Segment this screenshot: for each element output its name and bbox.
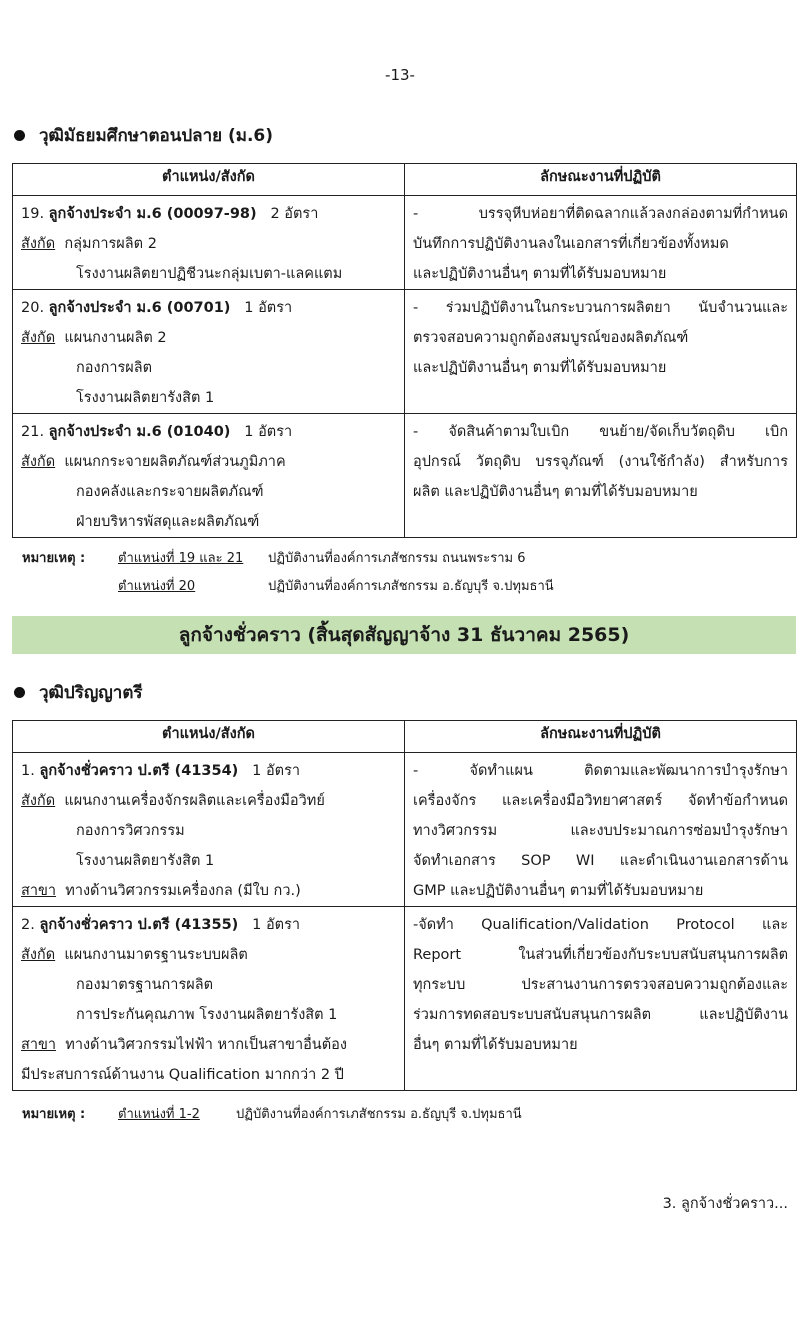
position-number: 2. bbox=[21, 917, 35, 933]
duty-line: อื่นๆ ตามที่ได้รับมอบหมาย bbox=[413, 1037, 578, 1053]
remark-ref: ตำแหน่งที่ 20 bbox=[118, 579, 196, 594]
duties-cell bbox=[405, 907, 797, 1091]
unit-label: สังกัด bbox=[21, 947, 56, 963]
table-header-row bbox=[13, 164, 797, 196]
section-heading-high-school bbox=[14, 122, 273, 149]
temporary-employee-banner: ลูกจ้างชั่วคราว (สิ้นสุดสัญญาจ้าง 31 ธันวาคม 2565) bbox=[12, 616, 796, 654]
position-count: 1 อัตรา bbox=[244, 300, 293, 316]
unit-line bbox=[21, 323, 398, 353]
unit-label: สังกัด bbox=[21, 330, 56, 346]
duty-line: - บรรจุหีบห่อยาที่ติดฉลากแล้วลงกล่องตามที่กำหนด bbox=[413, 206, 788, 222]
table-row bbox=[13, 290, 797, 414]
table-row bbox=[13, 196, 797, 290]
remark-ref: ตำแหน่งที่ 19 และ 21 bbox=[118, 551, 244, 566]
branch-line bbox=[21, 1030, 398, 1060]
unit-name: แผนกงานเครื่องจักรผลิตและเครื่องมือวิทย์ bbox=[64, 793, 325, 809]
position-number: 21. bbox=[21, 424, 45, 440]
duty-line: - จัดสินค้าตามใบเบิก ขนย้าย/จัดเก็บวัตถุดิบ เบิก bbox=[413, 424, 788, 440]
unit-line bbox=[21, 229, 398, 259]
duty-line: และปฏิบัติงานอื่นๆ ตามที่ได้รับมอบหมาย bbox=[413, 360, 667, 376]
position-title: ลูกจ้างชั่วคราว ป.ตรี (41355) bbox=[39, 917, 239, 933]
table-row bbox=[13, 753, 797, 907]
position-count: 1 อัตรา bbox=[244, 424, 293, 440]
position-title-line bbox=[21, 293, 398, 323]
remark-text: ปฏิบัติงานที่องค์การเภสัชกรรม ถนนพระราม 6 bbox=[268, 551, 526, 566]
remark-label: หมายเหตุ : bbox=[22, 1107, 86, 1122]
position-number: 20. bbox=[21, 300, 45, 316]
column-header-duties: ลักษณะงานที่ปฏิบัติ bbox=[405, 164, 797, 196]
position-title: ลูกจ้างประจำ ม.6 (00701) bbox=[48, 300, 231, 316]
position-cell bbox=[13, 907, 405, 1091]
branch-text: ทางด้านวิศวกรรมเครื่องกล (มีใบ กว.) bbox=[65, 883, 301, 899]
duty-line: ทุกระบบ ประสานงานการตรวจสอบความถูกต้องและ bbox=[413, 977, 788, 993]
duties-cell bbox=[405, 290, 797, 414]
branch-label: สาขา bbox=[21, 1037, 57, 1053]
table-row bbox=[13, 414, 797, 538]
duty-line: ร่วมการทดสอบระบบสนับสนุนการผลิต และปฏิบัติงาน bbox=[413, 1007, 788, 1023]
duty-line: - จัดทำแผน ติดตามและพัฒนาการบำรุงรักษา bbox=[413, 763, 788, 779]
duty-line: -จัดทำ Qualification/Validation Protocol และ bbox=[413, 917, 788, 933]
unit-name: แผนกงานผลิต 2 bbox=[64, 330, 167, 346]
position-count: 2 อัตรา bbox=[270, 206, 319, 222]
duty-line: Report ในส่วนที่เกี่ยวข้องกับระบบสนับสนุนการผลิต bbox=[413, 947, 788, 963]
section-heading-bachelor bbox=[14, 679, 143, 706]
duty-line: GMP และปฏิบัติงานอื่นๆ ตามที่ได้รับมอบหมาย bbox=[413, 883, 704, 899]
bullet-icon bbox=[14, 130, 25, 141]
position-title-line bbox=[21, 756, 398, 786]
position-cell bbox=[13, 196, 405, 290]
unit-line: กองการวิศวกรรม bbox=[76, 823, 185, 839]
duties-cell bbox=[405, 414, 797, 538]
unit-line bbox=[21, 447, 398, 477]
table-row bbox=[13, 907, 797, 1091]
remark-ref: ตำแหน่งที่ 1-2 bbox=[118, 1107, 200, 1122]
section-heading-text: วุฒิมัธยมศึกษาตอนปลาย (ม.6) bbox=[39, 126, 274, 146]
remark-row bbox=[22, 1101, 522, 1129]
duty-line: และปฏิบัติงานอื่นๆ ตามที่ได้รับมอบหมาย bbox=[413, 266, 667, 282]
unit-line: การประกันคุณภาพ โรงงานผลิตยารังสิต 1 bbox=[76, 1007, 338, 1023]
unit-line: โรงงานผลิตยารังสิต 1 bbox=[76, 853, 215, 869]
duty-line: อุปกรณ์ วัตถุดิบ บรรจุภัณฑ์ (งานใช้กำลัง) สำหรับการ bbox=[413, 454, 788, 470]
column-header-duties: ลักษณะงานที่ปฏิบัติ bbox=[405, 721, 797, 753]
unit-name: แผนกกระจายผลิตภัณฑ์ส่วนภูมิภาค bbox=[64, 454, 286, 470]
unit-label: สังกัด bbox=[21, 793, 56, 809]
branch-line: มีประสบการณ์ด้านงาน Qualification มากกว่า 2 ปี bbox=[21, 1067, 344, 1083]
unit-line: กองคลังและกระจายผลิตภัณฑ์ bbox=[76, 484, 264, 500]
position-count: 1 อัตรา bbox=[252, 917, 301, 933]
unit-line: กองการผลิต bbox=[76, 360, 153, 376]
table-header-row bbox=[13, 721, 797, 753]
position-title-line bbox=[21, 417, 398, 447]
branch-text: ทางด้านวิศวกรรมไฟฟ้า หากเป็นสาขาอื่นต้อง bbox=[65, 1037, 347, 1053]
branch-label: สาขา bbox=[21, 883, 57, 899]
duty-line: ทางวิศวกรรม และงบประมาณการซ่อมบำรุงรักษา bbox=[413, 823, 788, 839]
positions-table-high-school bbox=[12, 163, 797, 538]
duty-line: ผลิต และปฏิบัติงานอื่นๆ ตามที่ได้รับมอบหมาย bbox=[413, 484, 698, 500]
page-number: -13- bbox=[385, 66, 415, 84]
continued-next-page: 3. ลูกจ้างชั่วคราว... bbox=[662, 1196, 788, 1212]
unit-name: แผนกงานมาตรฐานระบบผลิต bbox=[64, 947, 248, 963]
position-number: 1. bbox=[21, 763, 35, 779]
remark-row bbox=[22, 545, 554, 573]
duties-cell bbox=[405, 753, 797, 907]
duty-line: - ร่วมปฏิบัติงานในกระบวนการผลิตยา นับจำนวนและ bbox=[413, 300, 788, 316]
position-title: ลูกจ้างประจำ ม.6 (01040) bbox=[48, 424, 231, 440]
positions-table-bachelor bbox=[12, 720, 797, 1091]
unit-line bbox=[21, 940, 398, 970]
remark-row bbox=[22, 573, 554, 601]
remark-label: หมายเหตุ : bbox=[22, 551, 86, 566]
position-cell bbox=[13, 414, 405, 538]
position-cell bbox=[13, 290, 405, 414]
column-header-position: ตำแหน่ง/สังกัด bbox=[13, 164, 405, 196]
unit-name: กลุ่มการผลิต 2 bbox=[64, 236, 157, 252]
duty-line: จัดทำเอกสาร SOP WI และดำเนินงานเอกสารด้าน bbox=[413, 853, 788, 869]
remarks-section-1 bbox=[22, 545, 554, 601]
position-count: 1 อัตรา bbox=[252, 763, 301, 779]
unit-line: ฝ่ายบริหารพัสดุและผลิตภัณฑ์ bbox=[76, 514, 260, 530]
unit-label: สังกัด bbox=[21, 236, 56, 252]
unit-line: โรงงานผลิตยารังสิต 1 bbox=[76, 390, 215, 406]
bullet-icon bbox=[14, 687, 25, 698]
duties-cell bbox=[405, 196, 797, 290]
remark-text: ปฏิบัติงานที่องค์การเภสัชกรรม อ.ธัญบุรี จ.ปทุมธานี bbox=[236, 1107, 522, 1122]
branch-line bbox=[21, 876, 398, 906]
position-title: ลูกจ้างชั่วคราว ป.ตรี (41354) bbox=[39, 763, 239, 779]
duty-line: เครื่องจักร และเครื่องมือวิทยาศาสตร์ จัดทำข้อกำหนด bbox=[413, 793, 788, 809]
unit-line: กองมาตรฐานการผลิต bbox=[76, 977, 214, 993]
duty-line: บันทึกการปฏิบัติงานลงในเอกสารที่เกี่ยวข้องทั้งหมด bbox=[413, 236, 729, 252]
remark-text: ปฏิบัติงานที่องค์การเภสัชกรรม อ.ธัญบุรี จ.ปทุมธานี bbox=[268, 579, 554, 594]
position-cell bbox=[13, 753, 405, 907]
position-number: 19. bbox=[21, 206, 45, 222]
position-title: ลูกจ้างประจำ ม.6 (00097-98) bbox=[48, 206, 257, 222]
position-title-line bbox=[21, 199, 398, 229]
position-title-line bbox=[21, 910, 398, 940]
unit-label: สังกัด bbox=[21, 454, 56, 470]
unit-line bbox=[21, 786, 398, 816]
section-heading-text: วุฒิปริญญาตรี bbox=[39, 683, 143, 703]
duty-line: ตรวจสอบความถูกต้องสมบูรณ์ของผลิตภัณฑ์ bbox=[413, 330, 689, 346]
unit-line: โรงงานผลิตยาปฏิชีวนะกลุ่มเบตา-แลคแตม bbox=[76, 266, 343, 282]
column-header-position: ตำแหน่ง/สังกัด bbox=[13, 721, 405, 753]
remarks-section-2 bbox=[22, 1101, 522, 1129]
